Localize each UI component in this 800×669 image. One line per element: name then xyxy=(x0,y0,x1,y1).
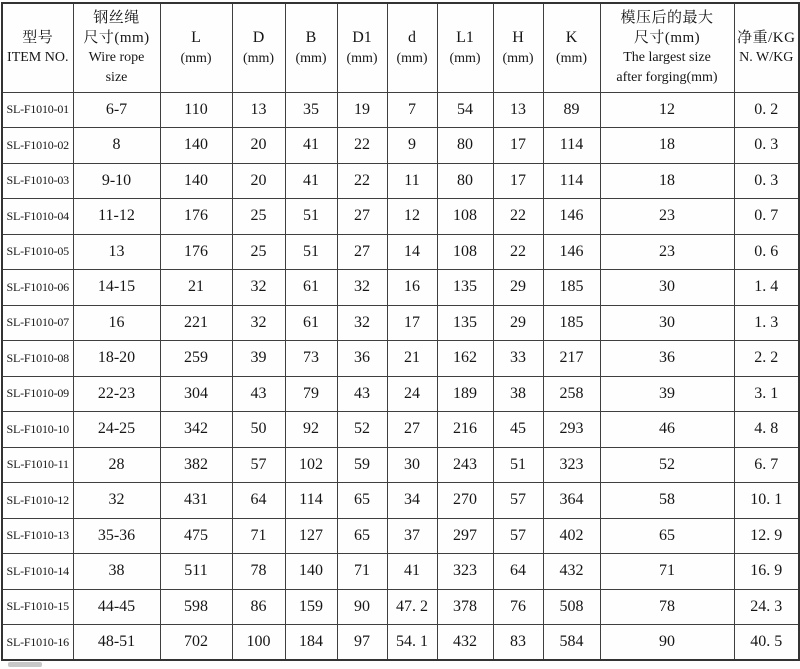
cell-H: 22 xyxy=(493,234,543,270)
cell-item-no: SL-F1010-09 xyxy=(2,376,73,412)
table-row xyxy=(2,625,799,661)
cell-D1: 71 xyxy=(337,554,387,590)
spec-table xyxy=(1,2,800,661)
cell-d: 11 xyxy=(387,163,437,199)
cell-L1: 108 xyxy=(437,234,493,270)
header-wire-rope-zh1: 钢丝绳 xyxy=(93,9,140,26)
cell-wire-rope-size: 16 xyxy=(73,305,160,341)
cell-D1: 43 xyxy=(337,376,387,412)
cell-item-no: SL-F1010-12 xyxy=(2,483,73,519)
header-item-no xyxy=(2,3,73,92)
cell-L1: 54 xyxy=(437,92,493,128)
cell-L: 598 xyxy=(160,589,232,625)
cell-L1: 80 xyxy=(437,163,493,199)
cell-wire-rope-size: 14-15 xyxy=(73,270,160,306)
table-row xyxy=(2,518,799,554)
cell-K: 114 xyxy=(543,163,600,199)
header-dim-L xyxy=(160,3,232,92)
cell-D: 32 xyxy=(232,305,285,341)
cell-net-weight: 0. 3 xyxy=(734,128,799,164)
cell-D: 64 xyxy=(232,483,285,519)
cell-net-weight: 0. 6 xyxy=(734,234,799,270)
cell-H: 22 xyxy=(493,199,543,235)
cell-L: 176 xyxy=(160,199,232,235)
header-wire-rope-en1: Wire rope xyxy=(88,49,145,65)
cell-net-weight: 10. 1 xyxy=(734,483,799,519)
cell-D1: 19 xyxy=(337,92,387,128)
cell-L: 382 xyxy=(160,447,232,483)
header-dim-L-label: L xyxy=(191,28,201,46)
table-row xyxy=(2,199,799,235)
cell-H: 29 xyxy=(493,270,543,306)
cell-D: 32 xyxy=(232,270,285,306)
cell-d: 47. 2 xyxy=(387,589,437,625)
header-net-weight-en: N. W/KG xyxy=(739,49,794,65)
cell-item-no: SL-F1010-02 xyxy=(2,128,73,164)
cell-net-weight: 1. 4 xyxy=(734,270,799,306)
cell-D: 39 xyxy=(232,341,285,377)
cell-d: 16 xyxy=(387,270,437,306)
cell-net-weight: 12. 9 xyxy=(734,518,799,554)
cell-B: 51 xyxy=(285,199,337,235)
table-row xyxy=(2,483,799,519)
cell-item-no: SL-F1010-01 xyxy=(2,92,73,128)
header-item-no-zh: 型号 xyxy=(22,29,54,46)
cell-d: 54. 1 xyxy=(387,625,437,661)
cell-D1: 27 xyxy=(337,234,387,270)
cell-L1: 80 xyxy=(437,128,493,164)
cell-K: 114 xyxy=(543,128,600,164)
cell-wire-rope-size: 32 xyxy=(73,483,160,519)
cell-H: 45 xyxy=(493,412,543,448)
header-dim-D-label: D xyxy=(252,28,265,46)
cell-wire-rope-size: 11-12 xyxy=(73,199,160,235)
cell-forging-size: 36 xyxy=(600,341,734,377)
cell-wire-rope-size: 38 xyxy=(73,554,160,590)
header-dim-H-label: H xyxy=(512,28,524,46)
cell-B: 61 xyxy=(285,270,337,306)
header-wire-rope xyxy=(73,3,160,92)
header-forging-zh1: 模压后的最大 xyxy=(620,9,714,26)
header-dim-K-label: K xyxy=(565,28,578,46)
cell-B: 159 xyxy=(285,589,337,625)
cell-wire-rope-size: 44-45 xyxy=(73,589,160,625)
cell-wire-rope-size: 22-23 xyxy=(73,376,160,412)
cell-K: 293 xyxy=(543,412,600,448)
table-body xyxy=(2,92,799,660)
cell-forging-size: 65 xyxy=(600,518,734,554)
table-row xyxy=(2,270,799,306)
cell-wire-rope-size: 13 xyxy=(73,234,160,270)
table-row xyxy=(2,554,799,590)
cell-D: 43 xyxy=(232,376,285,412)
cell-D: 78 xyxy=(232,554,285,590)
cell-B: 41 xyxy=(285,163,337,199)
header-dim-B xyxy=(285,3,337,92)
cell-K: 364 xyxy=(543,483,600,519)
table-row xyxy=(2,447,799,483)
header-wire-rope-zh2: 尺寸(mm) xyxy=(83,29,150,46)
cell-item-no: SL-F1010-16 xyxy=(2,625,73,661)
cell-d: 30 xyxy=(387,447,437,483)
table-row xyxy=(2,305,799,341)
cell-L: 475 xyxy=(160,518,232,554)
scan-artifact xyxy=(8,662,42,667)
cell-net-weight: 0. 7 xyxy=(734,199,799,235)
table-row xyxy=(2,412,799,448)
cell-L: 511 xyxy=(160,554,232,590)
cell-B: 41 xyxy=(285,128,337,164)
table-row xyxy=(2,376,799,412)
cell-B: 127 xyxy=(285,518,337,554)
cell-D1: 59 xyxy=(337,447,387,483)
cell-wire-rope-size: 8 xyxy=(73,128,160,164)
cell-L: 702 xyxy=(160,625,232,661)
cell-H: 17 xyxy=(493,163,543,199)
cell-H: 29 xyxy=(493,305,543,341)
table-row xyxy=(2,589,799,625)
cell-D1: 32 xyxy=(337,305,387,341)
cell-K: 185 xyxy=(543,270,600,306)
header-forging-size xyxy=(600,3,734,92)
cell-forging-size: 18 xyxy=(600,128,734,164)
cell-wire-rope-size: 6-7 xyxy=(73,92,160,128)
header-dim-L1-unit: (mm) xyxy=(449,50,481,66)
table-row xyxy=(2,163,799,199)
table-row xyxy=(2,92,799,128)
cell-D1: 32 xyxy=(337,270,387,306)
cell-L: 140 xyxy=(160,128,232,164)
cell-forging-size: 18 xyxy=(600,163,734,199)
table-row xyxy=(2,341,799,377)
cell-H: 33 xyxy=(493,341,543,377)
cell-d: 7 xyxy=(387,92,437,128)
header-dim-D-unit: (mm) xyxy=(242,50,275,66)
cell-wire-rope-size: 9-10 xyxy=(73,163,160,199)
cell-d: 41 xyxy=(387,554,437,590)
cell-B: 92 xyxy=(285,412,337,448)
table-row xyxy=(2,234,799,270)
cell-D1: 36 xyxy=(337,341,387,377)
header-dim-D1-unit: (mm) xyxy=(346,50,378,66)
cell-D: 86 xyxy=(232,589,285,625)
cell-net-weight: 3. 1 xyxy=(734,376,799,412)
cell-D: 20 xyxy=(232,128,285,164)
cell-L: 110 xyxy=(160,92,232,128)
cell-net-weight: 16. 9 xyxy=(734,554,799,590)
cell-K: 185 xyxy=(543,305,600,341)
cell-B: 140 xyxy=(285,554,337,590)
cell-item-no: SL-F1010-13 xyxy=(2,518,73,554)
header-dim-K-unit: (mm) xyxy=(555,50,588,66)
cell-item-no: SL-F1010-08 xyxy=(2,341,73,377)
header-dim-H xyxy=(493,3,543,92)
header-dim-K xyxy=(543,3,600,92)
cell-L: 21 xyxy=(160,270,232,306)
cell-forging-size: 46 xyxy=(600,412,734,448)
header-dim-L-unit: (mm) xyxy=(180,50,212,66)
cell-L1: 162 xyxy=(437,341,493,377)
cell-K: 584 xyxy=(543,625,600,661)
cell-H: 17 xyxy=(493,128,543,164)
header-row xyxy=(2,3,799,92)
cell-item-no: SL-F1010-11 xyxy=(2,447,73,483)
cell-L: 176 xyxy=(160,234,232,270)
cell-forging-size: 90 xyxy=(600,625,734,661)
cell-B: 184 xyxy=(285,625,337,661)
cell-net-weight: 0. 2 xyxy=(734,92,799,128)
cell-L: 221 xyxy=(160,305,232,341)
cell-D1: 65 xyxy=(337,518,387,554)
header-net-weight xyxy=(734,3,799,92)
header-dim-B-label: B xyxy=(305,28,317,46)
header-dim-H-unit: (mm) xyxy=(502,50,534,66)
cell-D: 25 xyxy=(232,234,285,270)
cell-D: 50 xyxy=(232,412,285,448)
cell-H: 51 xyxy=(493,447,543,483)
cell-L1: 432 xyxy=(437,625,493,661)
cell-B: 79 xyxy=(285,376,337,412)
cell-forging-size: 71 xyxy=(600,554,734,590)
cell-L: 259 xyxy=(160,341,232,377)
header-dim-D1 xyxy=(337,3,387,92)
cell-L1: 216 xyxy=(437,412,493,448)
cell-B: 61 xyxy=(285,305,337,341)
cell-B: 73 xyxy=(285,341,337,377)
cell-K: 146 xyxy=(543,199,600,235)
cell-forging-size: 23 xyxy=(600,199,734,235)
header-net-weight-zh: 净重/KG xyxy=(737,29,796,46)
cell-d: 27 xyxy=(387,412,437,448)
header-forging-zh2: 尺寸(mm) xyxy=(633,29,701,46)
cell-H: 76 xyxy=(493,589,543,625)
header-forging-en1: The largest size xyxy=(623,49,711,65)
cell-L1: 243 xyxy=(437,447,493,483)
cell-net-weight: 6. 7 xyxy=(734,447,799,483)
cell-item-no: SL-F1010-15 xyxy=(2,589,73,625)
cell-H: 57 xyxy=(493,483,543,519)
cell-d: 9 xyxy=(387,128,437,164)
cell-L1: 378 xyxy=(437,589,493,625)
cell-wire-rope-size: 18-20 xyxy=(73,341,160,377)
cell-D1: 22 xyxy=(337,163,387,199)
cell-forging-size: 78 xyxy=(600,589,734,625)
cell-forging-size: 39 xyxy=(600,376,734,412)
cell-K: 89 xyxy=(543,92,600,128)
header-dim-d-label: d xyxy=(408,28,416,46)
cell-d: 12 xyxy=(387,199,437,235)
cell-D1: 65 xyxy=(337,483,387,519)
cell-forging-size: 12 xyxy=(600,92,734,128)
cell-item-no: SL-F1010-04 xyxy=(2,199,73,235)
header-dim-d-unit: (mm) xyxy=(396,50,428,66)
header-forging-en2: after forging(mm) xyxy=(616,69,718,85)
cell-L1: 135 xyxy=(437,270,493,306)
cell-L1: 108 xyxy=(437,199,493,235)
header-dim-D1-label: D1 xyxy=(352,28,372,46)
cell-wire-rope-size: 24-25 xyxy=(73,412,160,448)
cell-D1: 97 xyxy=(337,625,387,661)
cell-d: 17 xyxy=(387,305,437,341)
cell-K: 217 xyxy=(543,341,600,377)
header-dim-D xyxy=(232,3,285,92)
cell-B: 102 xyxy=(285,447,337,483)
cell-L: 342 xyxy=(160,412,232,448)
cell-D: 57 xyxy=(232,447,285,483)
cell-wire-rope-size: 35-36 xyxy=(73,518,160,554)
cell-forging-size: 23 xyxy=(600,234,734,270)
cell-L1: 189 xyxy=(437,376,493,412)
header-wire-rope-en2: size xyxy=(105,69,128,85)
cell-H: 64 xyxy=(493,554,543,590)
cell-item-no: SL-F1010-03 xyxy=(2,163,73,199)
cell-item-no: SL-F1010-14 xyxy=(2,554,73,590)
cell-net-weight: 24. 3 xyxy=(734,589,799,625)
cell-d: 34 xyxy=(387,483,437,519)
cell-B: 114 xyxy=(285,483,337,519)
cell-D1: 90 xyxy=(337,589,387,625)
table-row xyxy=(2,128,799,164)
cell-L: 304 xyxy=(160,376,232,412)
cell-item-no: SL-F1010-10 xyxy=(2,412,73,448)
header-item-no-en: ITEM NO. xyxy=(7,49,69,65)
cell-d: 14 xyxy=(387,234,437,270)
cell-item-no: SL-F1010-05 xyxy=(2,234,73,270)
cell-H: 38 xyxy=(493,376,543,412)
cell-L1: 297 xyxy=(437,518,493,554)
cell-L1: 270 xyxy=(437,483,493,519)
cell-net-weight: 40. 5 xyxy=(734,625,799,661)
header-dim-L1-label: L1 xyxy=(456,28,474,46)
cell-D: 100 xyxy=(232,625,285,661)
cell-L1: 323 xyxy=(437,554,493,590)
cell-L1: 135 xyxy=(437,305,493,341)
cell-d: 37 xyxy=(387,518,437,554)
cell-L: 140 xyxy=(160,163,232,199)
cell-K: 508 xyxy=(543,589,600,625)
cell-net-weight: 0. 3 xyxy=(734,163,799,199)
cell-d: 24 xyxy=(387,376,437,412)
cell-H: 57 xyxy=(493,518,543,554)
cell-wire-rope-size: 48-51 xyxy=(73,625,160,661)
cell-item-no: SL-F1010-06 xyxy=(2,270,73,306)
cell-B: 35 xyxy=(285,92,337,128)
header-dim-B-unit: (mm) xyxy=(295,50,327,66)
cell-D: 71 xyxy=(232,518,285,554)
cell-wire-rope-size: 28 xyxy=(73,447,160,483)
cell-forging-size: 58 xyxy=(600,483,734,519)
cell-K: 402 xyxy=(543,518,600,554)
header-dim-d xyxy=(387,3,437,92)
cell-K: 146 xyxy=(543,234,600,270)
cell-D: 20 xyxy=(232,163,285,199)
cell-D1: 22 xyxy=(337,128,387,164)
cell-forging-size: 30 xyxy=(600,270,734,306)
cell-net-weight: 2. 2 xyxy=(734,341,799,377)
cell-forging-size: 30 xyxy=(600,305,734,341)
cell-D: 25 xyxy=(232,199,285,235)
cell-K: 258 xyxy=(543,376,600,412)
cell-K: 323 xyxy=(543,447,600,483)
cell-K: 432 xyxy=(543,554,600,590)
cell-L: 431 xyxy=(160,483,232,519)
cell-D1: 52 xyxy=(337,412,387,448)
cell-H: 83 xyxy=(493,625,543,661)
cell-B: 51 xyxy=(285,234,337,270)
header-dim-L1 xyxy=(437,3,493,92)
cell-D1: 27 xyxy=(337,199,387,235)
cell-D: 13 xyxy=(232,92,285,128)
cell-d: 21 xyxy=(387,341,437,377)
cell-net-weight: 4. 8 xyxy=(734,412,799,448)
cell-item-no: SL-F1010-07 xyxy=(2,305,73,341)
cell-net-weight: 1. 3 xyxy=(734,305,799,341)
cell-forging-size: 52 xyxy=(600,447,734,483)
cell-H: 13 xyxy=(493,92,543,128)
